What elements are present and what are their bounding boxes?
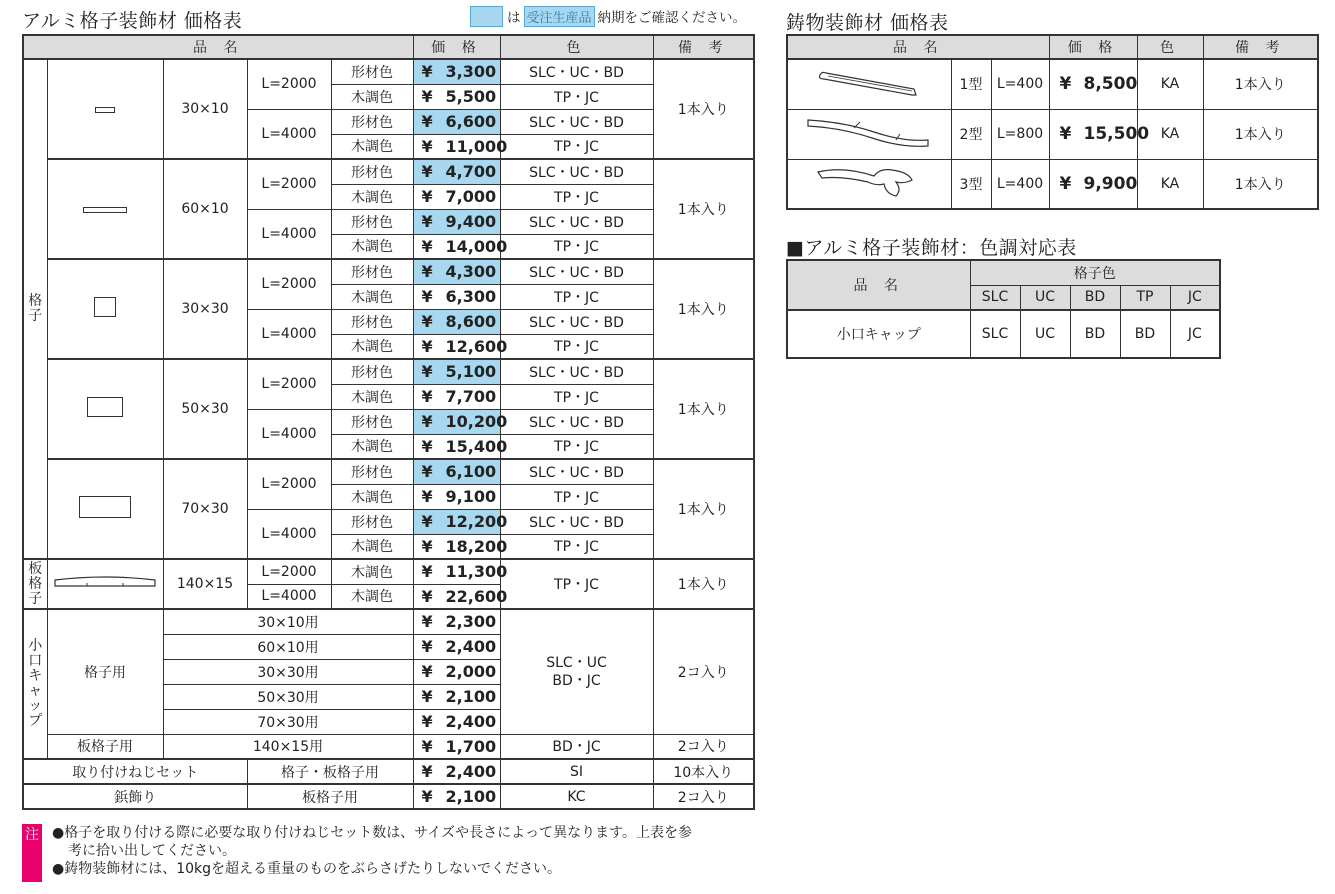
color-cell: SLC・UC・BD [500, 59, 653, 84]
price-cell: ¥ 11,300 [413, 559, 500, 584]
cast-type1-image [787, 59, 951, 109]
finish-label: 木調色 [331, 334, 413, 359]
length-label: L=4000 [247, 584, 331, 609]
finish-label: 形材色 [331, 309, 413, 334]
price-cell: ¥ 2,400 [413, 709, 500, 734]
cap-size: 30×30用 [163, 659, 413, 684]
cast-length: L=800 [991, 109, 1049, 159]
cast-decoration-price-table [786, 34, 1319, 210]
cast-type2-image [787, 109, 951, 159]
finish-label: 木調色 [331, 134, 413, 159]
profile-50x30-icon [87, 397, 123, 417]
length-label: L=4000 [247, 409, 331, 459]
size-label: 140×15 [163, 559, 247, 609]
cast-bar-1-icon [814, 65, 924, 99]
cast-type: 3型 [951, 159, 991, 209]
size-label: 60×10 [163, 159, 247, 259]
note-cell: 2コ入り [653, 784, 754, 809]
profile-60x10 [47, 159, 163, 259]
screw-set-use: 格子・板格子用 [247, 759, 413, 784]
header-price: 価 格 [413, 35, 500, 59]
price-cell: ¥ 4,700 [413, 159, 500, 184]
profile-50x30 [47, 359, 163, 459]
legend-is: は [507, 10, 521, 26]
size-label: 70×30 [163, 459, 247, 559]
note-mark: 注 [22, 824, 42, 882]
color-cell: SLC・UC・BD [500, 409, 653, 434]
color-value: BD [1070, 310, 1120, 358]
price-cell: ¥ 11,000 [413, 134, 500, 159]
finish-label: 形材色 [331, 509, 413, 534]
cap-size: 30×10用 [163, 609, 413, 634]
price-cell: ¥ 9,100 [413, 484, 500, 509]
color-cell: BD・JC [500, 734, 653, 759]
price-cell: ¥ 1,700 [413, 734, 500, 759]
profile-30x10-icon [95, 107, 115, 113]
cast-note: 1本入り [1203, 159, 1318, 209]
color-cell: SLC・UC・BD [500, 209, 653, 234]
note-cell: 10本入り [653, 759, 754, 784]
length-label: L=2000 [247, 259, 331, 309]
profile-30x30-icon [94, 297, 116, 317]
price-cell: ¥ 12,600 [413, 334, 500, 359]
length-label: L=4000 [247, 309, 331, 359]
price-cell: ¥ 7,700 [413, 384, 500, 409]
cap-size: 50×30用 [163, 684, 413, 709]
length-label: L=4000 [247, 209, 331, 259]
finish-label: 形材色 [331, 259, 413, 284]
price-cell: ¥ 6,100 [413, 459, 500, 484]
price-cell: ¥ 8,500 [1049, 59, 1137, 109]
finish-label: 木調色 [331, 384, 413, 409]
color-value: BD [1120, 310, 1170, 358]
color-value: JC [1170, 310, 1220, 358]
note-cell: 1本入り [653, 559, 754, 609]
cast-type: 1型 [951, 59, 991, 109]
price-cell: ¥ 9,400 [413, 209, 500, 234]
color-cell: SLC・UC・BD [500, 159, 653, 184]
price-cell: ¥ 9,900 [1049, 159, 1137, 209]
color-row-name: 小口キャップ [787, 310, 970, 358]
note-line-2: ●鋳物装飾材には、10kgを超える重量のものをぶらさげたりしないでください。 [52, 861, 562, 877]
length-label: L=2000 [247, 359, 331, 409]
finish-label: 木調色 [331, 234, 413, 259]
color-cell: SLC・UC・BD [500, 459, 653, 484]
color-col-header: UC [1020, 285, 1070, 310]
color-cell: SLC・UC・BD [500, 309, 653, 334]
color-header-name: 品 名 [787, 260, 970, 310]
finish-label: 木調色 [331, 584, 413, 609]
color-cell: SLC・UC・BD [500, 509, 653, 534]
length-label: L=2000 [247, 459, 331, 509]
price-cell: ¥ 6,300 [413, 284, 500, 309]
color-value: SLC [970, 310, 1020, 358]
color-cell: TP・JC [500, 234, 653, 259]
screw-set-name: 取り付けねじセット [23, 759, 247, 784]
color-cell: TP・JC [500, 184, 653, 209]
main-title: アルミ格子装飾材 価格表 [22, 10, 243, 32]
color-cell: SLC・UC・BD [500, 109, 653, 134]
cap-color: SLC・UC BD・JC [500, 609, 653, 734]
length-label: L=4000 [247, 509, 331, 559]
length-label: L=4000 [247, 109, 331, 159]
color-cell: TP・JC [500, 484, 653, 509]
color-cell: TP・JC [500, 84, 653, 109]
note-cell: 1本入り [653, 359, 754, 459]
cast-title: 鋳物装飾材 価格表 [786, 12, 949, 34]
color-table-title: ■アルミ格子装飾材：色調対応表 [786, 237, 1077, 259]
finish-label: 木調色 [331, 84, 413, 109]
price-cell: ¥ 5,500 [413, 84, 500, 109]
cap-ita-label: 板格子用 [47, 734, 163, 759]
color-cell: SLC・UC・BD [500, 359, 653, 384]
color-cell: TP・JC [500, 284, 653, 309]
finish-label: 形材色 [331, 109, 413, 134]
legend-made-to-order: 受注生産品 [524, 6, 595, 27]
profile-30x10 [47, 59, 163, 159]
finish-label: 形材色 [331, 359, 413, 384]
highlight-swatch [470, 6, 503, 27]
color-cell: TP・JC [500, 384, 653, 409]
cast-ornament-3-icon [814, 162, 924, 202]
size-label: 30×30 [163, 259, 247, 359]
header-note: 備 考 [653, 35, 754, 59]
cast-color: KA [1137, 59, 1203, 109]
price-cell: ¥ 2,000 [413, 659, 500, 684]
cast-header-price: 価 格 [1049, 35, 1137, 59]
price-cell: ¥ 7,000 [413, 184, 500, 209]
color-cell: SLC・UC・BD [500, 259, 653, 284]
finish-label: 形材色 [331, 159, 413, 184]
color-cell: TP・JC [500, 434, 653, 459]
profile-70x30-icon [79, 496, 131, 518]
price-cell: ¥ 2,300 [413, 609, 500, 634]
color-cell: TP・JC [500, 559, 653, 609]
aluminum-lattice-price-table [22, 34, 755, 810]
cap-size: 140×15用 [163, 734, 413, 759]
cast-color: KA [1137, 109, 1203, 159]
cast-note: 1本入り [1203, 59, 1318, 109]
cast-header-name: 品 名 [787, 35, 1049, 59]
price-cell: ¥ 2,400 [413, 759, 500, 784]
finish-label: 木調色 [331, 434, 413, 459]
color-header-group: 格子色 [970, 260, 1220, 285]
legend-suffix: 納期をご確認ください。 [597, 10, 747, 26]
header-color: 色 [500, 35, 653, 59]
color-cell: TP・JC [500, 134, 653, 159]
note-line-1b: 考に拾い出してください。 [68, 843, 236, 859]
price-cell: ¥ 2,100 [413, 784, 500, 809]
profile-30x30 [47, 259, 163, 359]
finish-label: 形材色 [331, 459, 413, 484]
group-koushi: 格 子 [23, 59, 47, 559]
finish-label: 形材色 [331, 409, 413, 434]
cast-note: 1本入り [1203, 109, 1318, 159]
color-col-header: TP [1120, 285, 1170, 310]
cast-header-color: 色 [1137, 35, 1203, 59]
cap-size: 60×10用 [163, 634, 413, 659]
price-cell: ¥ 8,600 [413, 309, 500, 334]
legend [470, 5, 746, 27]
color-cell: SI [500, 759, 653, 784]
color-cell: TP・JC [500, 534, 653, 559]
size-label: 50×30 [163, 359, 247, 459]
price-cell: ¥ 3,300 [413, 59, 500, 84]
price-cell: ¥ 5,100 [413, 359, 500, 384]
price-cell: ¥ 6,600 [413, 109, 500, 134]
price-cell: ¥ 2,100 [413, 684, 500, 709]
group-itakoushi: 板 格 子 [23, 559, 47, 609]
cap-koushi-label: 格子用 [47, 609, 163, 734]
note-cell: 2コ入り [653, 609, 754, 734]
cast-type3-image [787, 159, 951, 209]
cap-size: 70×30用 [163, 709, 413, 734]
price-cell: ¥ 12,200 [413, 509, 500, 534]
finish-label: 木調色 [331, 534, 413, 559]
note-cell: 1本入り [653, 159, 754, 259]
length-label: L=2000 [247, 159, 331, 209]
note-cell: 1本入り [653, 459, 754, 559]
note-cell: 1本入り [653, 59, 754, 159]
profile-60x10-icon [83, 207, 127, 213]
color-correspondence-table [786, 259, 1221, 359]
note-cell: 2コ入り [653, 734, 754, 759]
profile-itakoushi [47, 559, 163, 609]
finish-label: 木調色 [331, 484, 413, 509]
header-name: 品 名 [23, 35, 413, 59]
price-cell: ¥ 15,500 [1049, 109, 1137, 159]
byou-name: 鋲飾り [23, 784, 247, 809]
price-cell: ¥ 22,600 [413, 584, 500, 609]
finish-label: 形材色 [331, 59, 413, 84]
group-cap: 小 口 キ ャ ッ プ [23, 609, 47, 759]
finish-label: 木調色 [331, 559, 413, 584]
finish-label: 木調色 [331, 284, 413, 309]
cast-header-note: 備 考 [1203, 35, 1318, 59]
price-cell: ¥ 14,000 [413, 234, 500, 259]
price-cell: ¥ 4,300 [413, 259, 500, 284]
note-line-1: ●格子を取り付ける際に必要な取り付けねじセット数は、サイズや長さによって異なります。上表を参 [52, 825, 692, 841]
price-cell: ¥ 2,400 [413, 634, 500, 659]
byou-use: 板格子用 [247, 784, 413, 809]
profile-70x30 [47, 459, 163, 559]
price-cell: ¥ 10,200 [413, 409, 500, 434]
color-cell: TP・JC [500, 334, 653, 359]
color-col-header: SLC [970, 285, 1020, 310]
itakoushi-profile-icon [53, 574, 157, 590]
price-cell: ¥ 15,400 [413, 434, 500, 459]
finish-label: 形材色 [331, 209, 413, 234]
cast-length: L=400 [991, 59, 1049, 109]
finish-label: 木調色 [331, 184, 413, 209]
color-col-header: BD [1070, 285, 1120, 310]
cast-bar-2-icon [804, 112, 934, 152]
color-value: UC [1020, 310, 1070, 358]
length-label: L=2000 [247, 559, 331, 584]
cast-color: KA [1137, 159, 1203, 209]
note-text [52, 824, 780, 878]
note-cell: 1本入り [653, 259, 754, 359]
cast-length: L=400 [991, 159, 1049, 209]
cast-type: 2型 [951, 109, 991, 159]
length-label: L=2000 [247, 59, 331, 109]
price-cell: ¥ 18,200 [413, 534, 500, 559]
color-cell: KC [500, 784, 653, 809]
size-label: 30×10 [163, 59, 247, 159]
color-col-header: JC [1170, 285, 1220, 310]
